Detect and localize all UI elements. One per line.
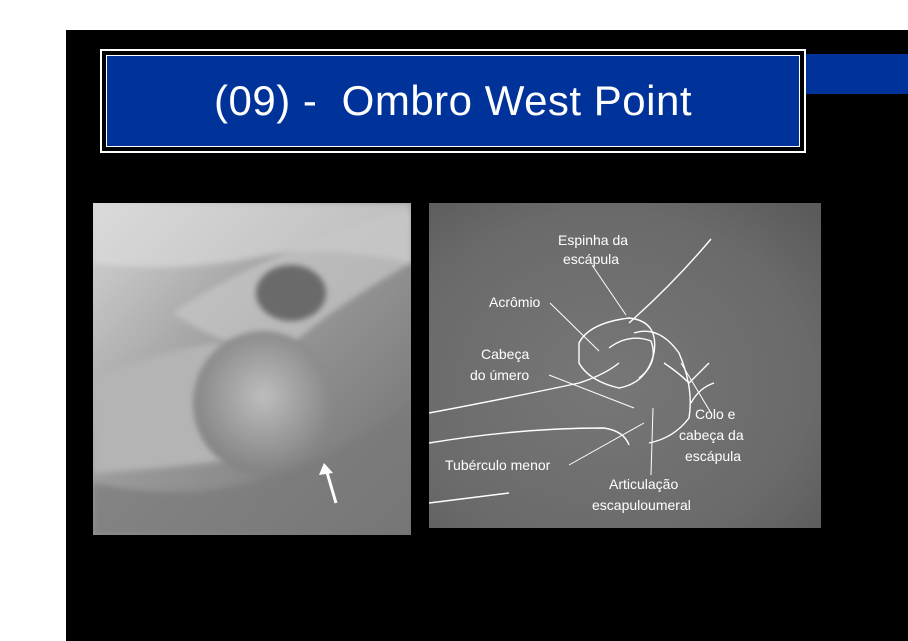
slide-title: (09) - Ombro West Point <box>213 77 693 124</box>
label-tuberculo: Tubérculo menor <box>445 457 551 473</box>
anatomy-diagram <box>429 203 821 528</box>
label-articulacao-2: escapuloumeral <box>592 497 691 513</box>
label-cabeca-2: do úmero <box>470 367 530 383</box>
label-espinha-2: escápula <box>563 251 620 267</box>
label-colo-1: Colo e <box>695 406 736 422</box>
xray-image <box>93 203 411 535</box>
label-colo-2: cabeça da <box>679 427 744 443</box>
label-articulacao-1: Articulação <box>609 476 679 492</box>
label-colo-3: escápula <box>685 448 742 464</box>
title-frame <box>100 49 806 153</box>
label-acromio: Acrômio <box>489 294 541 310</box>
title-box <box>106 55 800 147</box>
label-espinha-1: Espinha da <box>558 232 629 248</box>
title-accent-bar <box>805 54 908 94</box>
label-cabeca-1: Cabeça <box>481 346 530 362</box>
